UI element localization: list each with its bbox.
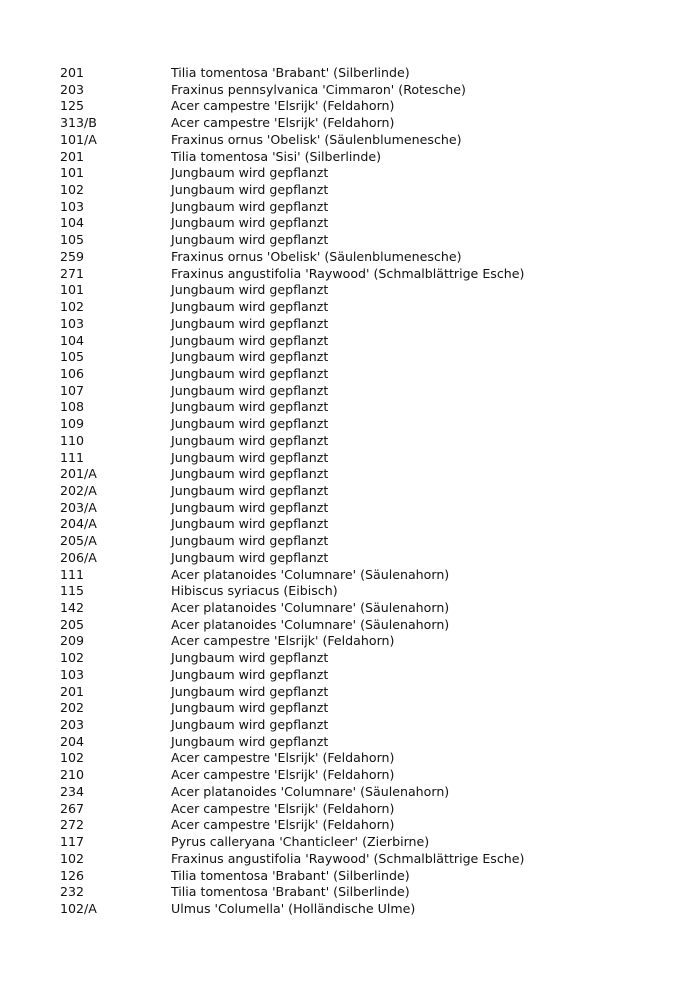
tree-number: 126: [60, 867, 85, 883]
list-item: [60, 851, 660, 868]
tree-description: Jungbaum wird gepflanzt: [171, 332, 329, 348]
tree-number: 101: [60, 165, 85, 181]
list-item: [60, 817, 660, 834]
tree-description: Fraxinus angustifolia 'Raywood' (Schmalblättrige Esche): [171, 850, 525, 866]
tree-description: Jungbaum wird gepflanzt: [171, 416, 329, 432]
tree-number: 109: [60, 416, 85, 432]
tree-number: 204/A: [60, 516, 97, 532]
tree-description: Ulmus 'Columella' (Holländische Ulme): [171, 900, 416, 916]
list-item: [60, 700, 660, 717]
tree-number: 203: [60, 81, 85, 97]
list-item: [60, 399, 660, 416]
tree-description: Jungbaum wird gepflanzt: [171, 516, 329, 532]
list-item: [60, 667, 660, 684]
list-item: [60, 617, 660, 634]
tree-number: 107: [60, 382, 85, 398]
tree-number: 313/B: [60, 115, 97, 131]
list-item: [60, 684, 660, 701]
list-item: [60, 115, 660, 132]
list-item: [60, 567, 660, 584]
tree-number: 202: [60, 700, 85, 716]
tree-description: Tilia tomentosa 'Brabant' (Silberlinde): [171, 65, 410, 80]
list-item: [60, 266, 660, 283]
tree-number: 259: [60, 248, 85, 264]
tree-description: Jungbaum wird gepflanzt: [171, 382, 329, 398]
tree-description: Jungbaum wird gepflanzt: [171, 349, 329, 365]
tree-description: Jungbaum wird gepflanzt: [171, 432, 329, 448]
tree-description: Acer platanoides 'Columnare' (Säulenahorn): [171, 566, 450, 582]
tree-number: 102/A: [60, 900, 97, 916]
list-item: [60, 450, 660, 467]
tree-description: Jungbaum wird gepflanzt: [171, 482, 329, 498]
list-item: [60, 650, 660, 667]
tree-list: [60, 65, 660, 918]
list-item: [60, 232, 660, 249]
tree-description: Jungbaum wird gepflanzt: [171, 299, 329, 315]
tree-number: 271: [60, 265, 85, 281]
tree-description: Jungbaum wird gepflanzt: [171, 499, 329, 515]
tree-number: 202/A: [60, 482, 97, 498]
list-item: [60, 149, 660, 166]
tree-number: 209: [60, 633, 85, 649]
tree-number: 105: [60, 232, 85, 248]
tree-description: Jungbaum wird gepflanzt: [171, 315, 329, 331]
tree-number: 111: [60, 449, 85, 465]
tree-number: 272: [60, 817, 85, 833]
list-item: [60, 82, 660, 99]
tree-number: 110: [60, 432, 85, 448]
tree-number: 201: [60, 683, 85, 699]
list-item: [60, 249, 660, 266]
tree-number: 101/A: [60, 131, 97, 147]
tree-number: 103: [60, 666, 85, 682]
list-item: [60, 600, 660, 617]
tree-description: Jungbaum wird gepflanzt: [171, 182, 329, 198]
tree-description: Jungbaum wird gepflanzt: [171, 700, 329, 716]
tree-description: Acer campestre 'Elsrijk' (Feldahorn): [171, 115, 395, 131]
tree-number: 102: [60, 750, 85, 766]
tree-number: 210: [60, 767, 85, 783]
list-item: [60, 884, 660, 901]
list-item: [60, 901, 660, 918]
tree-description: Acer campestre 'Elsrijk' (Feldahorn): [171, 817, 395, 833]
tree-description: Jungbaum wird gepflanzt: [171, 399, 329, 415]
tree-number: 102: [60, 299, 85, 315]
tree-description: Jungbaum wird gepflanzt: [171, 449, 329, 465]
tree-number: 267: [60, 800, 85, 816]
tree-description: Acer platanoides 'Columnare' (Säulenahorn): [171, 783, 450, 799]
tree-description: Jungbaum wird gepflanzt: [171, 717, 329, 733]
list-item: [60, 533, 660, 550]
list-item: [60, 333, 660, 350]
tree-number: 234: [60, 783, 85, 799]
list-item: [60, 466, 660, 483]
tree-description: Jungbaum wird gepflanzt: [171, 198, 329, 214]
tree-number: 115: [60, 583, 85, 599]
list-item: [60, 868, 660, 885]
list-item: [60, 165, 660, 182]
tree-number: 201: [60, 148, 85, 164]
list-item: [60, 633, 660, 650]
list-item: [60, 215, 660, 232]
list-item: [60, 550, 660, 567]
tree-description: Acer platanoides 'Columnare' (Säulenahorn): [171, 600, 450, 615]
tree-description: Acer platanoides 'Columnare' (Säulenahorn): [171, 616, 450, 632]
tree-description: Fraxinus ornus 'Obelisk' (Säulenblumenesche): [171, 248, 462, 264]
tree-description: Acer campestre 'Elsrijk' (Feldahorn): [171, 767, 395, 783]
tree-description: Jungbaum wird gepflanzt: [171, 533, 329, 549]
tree-description: Pyrus calleryana 'Chanticleer' (Zierbirne): [171, 834, 430, 850]
list-item: [60, 483, 660, 500]
tree-number: 206/A: [60, 549, 97, 565]
tree-description: Acer campestre 'Elsrijk' (Feldahorn): [171, 750, 395, 766]
tree-description: Jungbaum wird gepflanzt: [171, 683, 329, 699]
tree-description: Acer campestre 'Elsrijk' (Feldahorn): [171, 800, 395, 816]
tree-number: 205: [60, 616, 85, 632]
list-item: [60, 801, 660, 818]
list-item: [60, 416, 660, 433]
list-item: [60, 834, 660, 851]
tree-description: Jungbaum wird gepflanzt: [171, 466, 329, 482]
list-item: [60, 65, 660, 82]
tree-description: Jungbaum wird gepflanzt: [171, 232, 329, 248]
tree-number: 205/A: [60, 533, 97, 549]
list-item: [60, 316, 660, 333]
list-item: [60, 182, 660, 199]
tree-description: Tilia tomentosa 'Sisi' (Silberlinde): [171, 148, 382, 164]
list-item: [60, 516, 660, 533]
tree-description: Fraxinus ornus 'Obelisk' (Säulenblumenesche): [171, 131, 462, 147]
list-item: [60, 750, 660, 767]
tree-number: 204: [60, 733, 85, 749]
tree-number: 102: [60, 650, 85, 666]
tree-description: Jungbaum wird gepflanzt: [171, 666, 329, 682]
tree-number: 117: [60, 834, 85, 850]
tree-description: Jungbaum wird gepflanzt: [171, 733, 329, 749]
list-item: [60, 366, 660, 383]
tree-description: Jungbaum wird gepflanzt: [171, 549, 329, 565]
list-item: [60, 583, 660, 600]
list-item: [60, 500, 660, 517]
tree-number: 105: [60, 349, 85, 365]
list-item: [60, 299, 660, 316]
list-item: [60, 282, 660, 299]
tree-number: 232: [60, 884, 85, 900]
tree-number: 102: [60, 182, 85, 198]
tree-description: Jungbaum wird gepflanzt: [171, 215, 329, 231]
tree-number: 101: [60, 282, 85, 298]
list-item: [60, 767, 660, 784]
tree-number: 103: [60, 315, 85, 331]
list-item: [60, 734, 660, 751]
tree-number: 106: [60, 365, 85, 381]
tree-description: Tilia tomentosa 'Brabant' (Silberlinde): [171, 867, 410, 883]
tree-number: 203: [60, 717, 85, 733]
tree-description: Jungbaum wird gepflanzt: [171, 650, 329, 666]
tree-number: 103: [60, 198, 85, 214]
tree-number: 111: [60, 566, 85, 582]
tree-number: 201: [60, 65, 85, 80]
list-item: [60, 383, 660, 400]
tree-number: 102: [60, 850, 85, 866]
tree-description: Tilia tomentosa 'Brabant' (Silberlinde): [171, 884, 410, 900]
tree-description: Acer campestre 'Elsrijk' (Feldahorn): [171, 633, 395, 649]
tree-description: Jungbaum wird gepflanzt: [171, 365, 329, 381]
tree-number: 104: [60, 332, 85, 348]
list-item: [60, 784, 660, 801]
tree-number: 125: [60, 98, 85, 114]
list-item: [60, 199, 660, 216]
tree-number: 201/A: [60, 466, 97, 482]
list-item: [60, 717, 660, 734]
tree-number: 142: [60, 600, 85, 615]
tree-description: Jungbaum wird gepflanzt: [171, 282, 329, 298]
tree-number: 108: [60, 399, 85, 415]
tree-description: Fraxinus angustifolia 'Raywood' (Schmalblättrige Esche): [171, 265, 525, 281]
list-item: [60, 433, 660, 450]
tree-description: Fraxinus pennsylvanica 'Cimmaron' (Rotesche): [171, 81, 466, 97]
list-item: [60, 349, 660, 366]
tree-number: 203/A: [60, 499, 97, 515]
tree-description: Hibiscus syriacus (Eibisch): [171, 583, 338, 599]
tree-number: 104: [60, 215, 85, 231]
tree-description: Acer campestre 'Elsrijk' (Feldahorn): [171, 98, 395, 114]
list-item: [60, 132, 660, 149]
list-item: [60, 98, 660, 115]
tree-description: Jungbaum wird gepflanzt: [171, 165, 329, 181]
